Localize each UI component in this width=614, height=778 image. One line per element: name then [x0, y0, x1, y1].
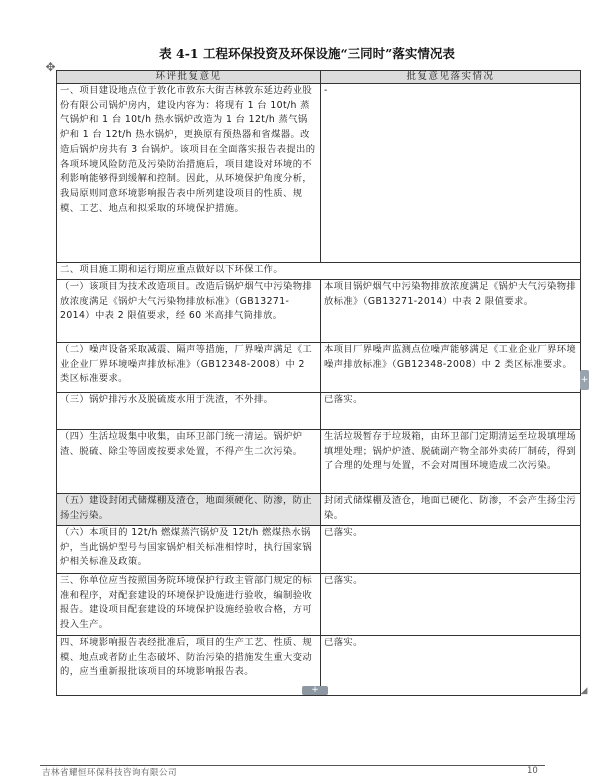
approval-opinion-cell[interactable]: 一、项目建设地点位于敦化市敦东大街吉林敦东延边药业股份有限公司锅炉房内，建设内容为：将现有 1 台 10t/h 蒸气锅炉和 1 台 10t/h 热水锅炉改造为 1 台 12t/h 蒸气锅炉和 1 台 12t/h 热水锅炉，更换原有预热器和省煤器。改造后锅炉房共有 3 台锅炉。该项目在全面落实报告表提出的各项环境风险防范及污染防治措施后，项目建设对环境的不利影响能够得到缓解和控制。因此，从环境保护角度分析，我局原则同意环境影响报告表中所列建设项目的性质、规模、工艺、地点和拟采取的环境保护措施。 — [57, 84, 321, 263]
implementation-status-cell[interactable]: 已落实。 — [321, 393, 581, 430]
column-header-implementation-status: 批复意见落实情况 — [321, 71, 581, 84]
implementation-status-cell[interactable]: - — [321, 84, 581, 263]
table-row — [57, 430, 581, 494]
implementation-status-cell[interactable]: 已落实。 — [321, 574, 581, 636]
table-move-handle-icon[interactable]: ✥ — [45, 60, 56, 74]
table-row — [57, 574, 581, 636]
footer-company-name: 吉林省耀恒环保科技咨询有限公司 — [42, 768, 178, 778]
approval-opinion-cell[interactable]: （六）本项目的 12t/h 燃煤蒸汽锅炉及 12t/h 燃煤热水锅炉，当此锅炉型号与国家锅炉相关标准相悖时，执行国家锅炉相关标准及政策。 — [57, 526, 321, 574]
implementation-status-cell[interactable]: 本项目锅炉烟气中污染物排放浓度满足《锅炉大气污染物排放标准》（GB13271-2014）中表 2 限值要求。 — [321, 280, 581, 343]
approval-opinion-cell[interactable]: 三、你单位应当按照国务院环境保护行政主管部门规定的标准和程序，对配套建设的环境保护设施进行验收，编制验收报告。建设项目配套建设的环境保护设施经验收合格，方可投入生产。 — [57, 574, 321, 636]
table-header-row — [57, 71, 581, 84]
approval-opinion-cell[interactable]: （一）该项目为技术改造项目。改造后锅炉烟气中污染物排放浓度满足《锅炉大气污染物排放标准》（GB13271-2014）中表 2 限值要求，经 60 米高排气筒排放。 — [57, 280, 321, 343]
approval-opinion-cell[interactable]: 四、环境影响报告表经批准后，项目的生产工艺、性质、规模、地点或者防止生态破坏、防治污染的措施发生重大变动的，应当重新报批该项目的环境影响报告表。 — [57, 636, 321, 696]
table-row — [57, 393, 581, 430]
table-row — [57, 84, 581, 263]
approval-opinion-cell[interactable]: （四）生活垃圾集中收集，由环卫部门统一清运。锅炉炉渣、脱硫、除尘等固废按要求处置，不得产生二次污染。 — [57, 430, 321, 494]
table-resize-handle-icon[interactable]: ◢ — [580, 686, 588, 696]
insert-column-icon[interactable]: + — [580, 370, 589, 390]
approval-opinion-cell[interactable]: （三）锅炉排污水及脱硫废水用于洗渣，不外排。 — [57, 393, 321, 430]
column-header-approval-opinions: 环评批复意见 — [57, 71, 321, 84]
table-row — [57, 263, 581, 280]
implementation-status-cell[interactable]: 生活垃圾暂存于垃圾箱，由环卫部门定期清运至垃圾填埋场填埋处理；锅炉炉渣、脱硫副产物全部外卖砖厂制砖，得到了合理的处理与处置，不会对周围环境造成二次污染。 — [321, 430, 581, 494]
approval-opinion-cell[interactable]: （五）建设封闭式储煤棚及渣仓，地面须硬化、防渗，防止扬尘污染。 — [57, 494, 321, 526]
insert-row-icon[interactable]: + — [302, 686, 328, 695]
table-title: 表 4-1 工程环保投资及环保设施“三同时”落实情况表 — [159, 46, 455, 61]
implementation-status-cell[interactable]: 本项目厂界噪声监测点位噪声能够满足《工业企业厂界环境噪声排放标准》（GB12348-2008）中 2 类区标准要求。 — [321, 343, 581, 393]
section-heading-cell[interactable]: 二、项目施工期和运行期应重点做好以下环保工作。 — [57, 263, 581, 280]
implementation-status-cell[interactable]: 已落实。 — [321, 526, 581, 574]
footer-page-number: 10 — [527, 766, 538, 776]
table-row — [57, 526, 581, 574]
approval-opinion-cell[interactable]: （二）噪声设备采取减震、隔声等措施，厂界噪声满足《工业企业厂界环境噪声排放标准》（GB12348-2008）中 2 类区标准要求。 — [57, 343, 321, 393]
table-row — [57, 280, 581, 343]
implementation-status-cell[interactable]: 封闭式储煤棚及渣仓，地面已硬化、防渗，不会产生扬尘污染。 — [321, 494, 581, 526]
table-row — [57, 494, 581, 526]
table-row — [57, 343, 581, 393]
implementation-status-cell[interactable]: 已落实。 — [321, 636, 581, 696]
environmental-compliance-table — [56, 70, 581, 696]
